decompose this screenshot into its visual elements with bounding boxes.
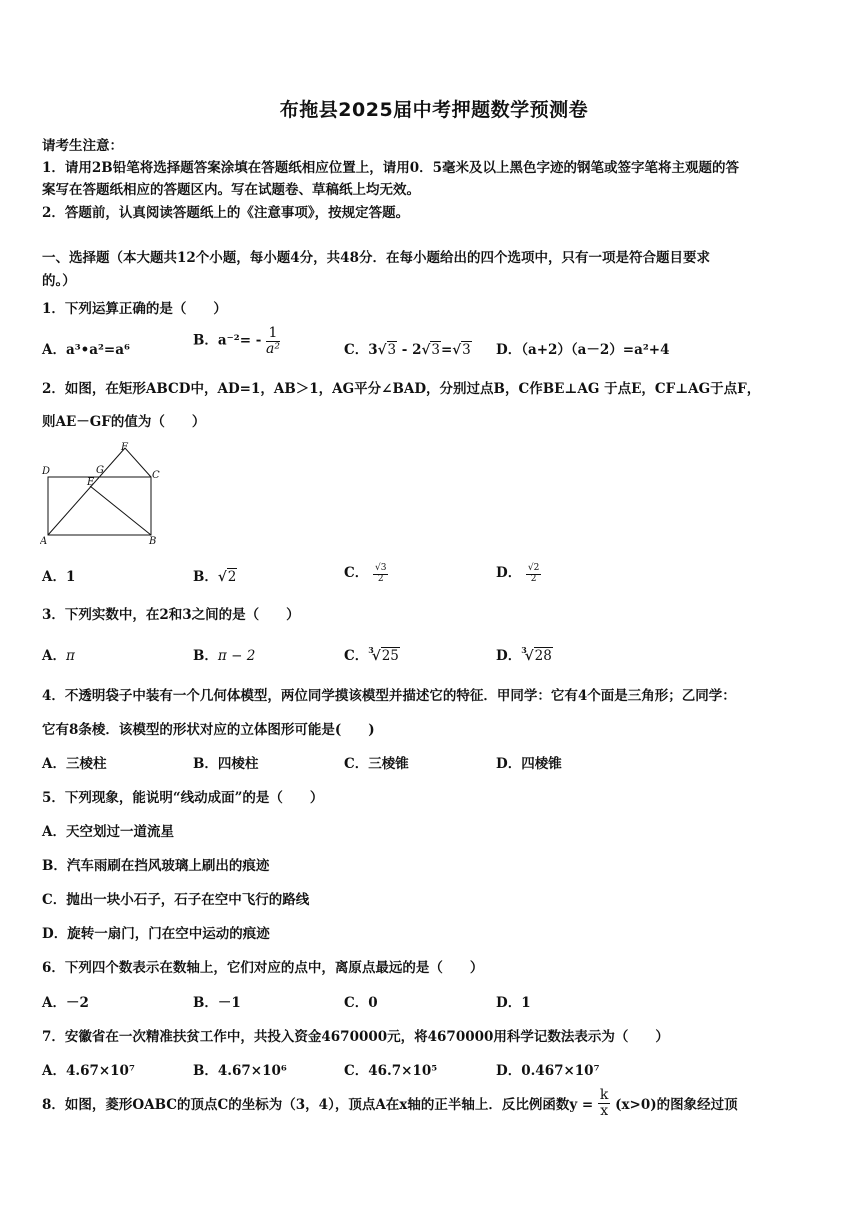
- q2-d-num: √2: [527, 562, 540, 573]
- q1-stem: 1．下列运算正确的是（ ）: [42, 301, 227, 317]
- label-a: A: [40, 536, 48, 545]
- q4-option-d[interactable]: D．四棱锥: [496, 756, 562, 772]
- q8-fraction: [598, 1088, 610, 1118]
- label-g: G: [96, 465, 104, 476]
- sqrt-sign-icon: √: [217, 569, 227, 585]
- q7-option-d[interactable]: D．0.467×10⁷: [496, 1063, 600, 1079]
- q2-stem-line2: 则AE－GF的值为（ ）: [42, 414, 206, 430]
- q1-b-prefix: B．a⁻²= -: [193, 332, 262, 349]
- q1-option-b[interactable]: [193, 326, 280, 356]
- sqrt-sign-icon: √: [377, 342, 387, 358]
- q4-stem-line1: 4．不透明袋子中装有一个几何体模型，两位同学摸该模型并描述它的特征．甲同学：它有4个面是三角形；乙同学：: [42, 688, 736, 704]
- q5-option-a[interactable]: A．天空划过一道流星: [42, 824, 174, 840]
- q3-option-b[interactable]: [193, 644, 255, 664]
- sqrt-sign-icon: √: [421, 342, 431, 358]
- q3-a-value: π: [65, 648, 75, 664]
- q7-option-b[interactable]: B．4.67×10⁶: [193, 1063, 287, 1079]
- q2-stem-line1: 2．如图，在矩形ABCD中，AD=1，AB＞1，AG平分∠BAD，分别过点B，C作BE⊥AG 于点E，CF⊥AG于点F，: [42, 381, 761, 397]
- rectangle-figure: [40, 440, 165, 545]
- q4-option-a[interactable]: A．三棱柱: [42, 756, 107, 772]
- q3-stem: 3．下列实数中，在2和3之间的是（ ）: [42, 607, 300, 623]
- rectangle-abcd: [48, 477, 151, 535]
- sqrt-sign-icon: √: [524, 648, 534, 664]
- q8-num: k: [599, 1087, 609, 1103]
- q2-option-b[interactable]: [193, 565, 237, 585]
- q4-stem-line2: 它有8条棱．该模型的形状对应的立体图形可能是( ): [42, 722, 375, 738]
- q3-d-index: 3: [521, 645, 527, 655]
- q1-option-d[interactable]: D．（a+2）（a－2）=a²+4: [496, 342, 670, 358]
- q2-option-a[interactable]: A．1: [42, 569, 76, 585]
- q5-stem: 5．下列现象，能说明“线动成面”的是（ ）: [42, 790, 324, 806]
- q3-d-rad: 28: [534, 648, 552, 664]
- q2-c-prefix: C．: [344, 565, 369, 581]
- sqrt-sign-icon: √: [371, 648, 381, 664]
- q8-stem-post: (x>0)的图象经过顶: [615, 1097, 738, 1113]
- line-be: [90, 486, 151, 535]
- q3-a-prefix: A．: [42, 648, 66, 664]
- q2-b-prefix: B．: [193, 569, 218, 585]
- q3-option-d[interactable]: [496, 644, 553, 664]
- q1-b-den: a²: [266, 341, 280, 357]
- section-heading-line1: 一、选择题（本大题共12个小题，每小题4分，共48分．在每小题给出的四个选项中，只有一项是符合题目要求: [42, 250, 710, 266]
- q1-c-rad3: 3: [462, 342, 471, 358]
- notice-heading: 请考生注意：: [42, 138, 123, 154]
- q1-c-rad1: 3: [387, 342, 397, 358]
- q3-b-prefix: B．: [193, 648, 218, 664]
- notice-item-1a: 1．请用2B铅笔将选择题答案涂填在答题纸相应位置上，请用0．5毫米及以上黑色字迹的钢笔或签字笔将主观题的答: [42, 160, 739, 176]
- q3-c-prefix: C．: [344, 648, 369, 664]
- label-c: C: [152, 470, 160, 481]
- q1-option-c[interactable]: [344, 338, 472, 358]
- q7-option-c[interactable]: C．46.7×10⁵: [344, 1063, 438, 1079]
- q2-d-den: 2: [530, 573, 537, 584]
- sqrt-sign-icon: √: [452, 342, 462, 358]
- label-f: F: [121, 442, 128, 453]
- label-d: D: [42, 466, 51, 477]
- notice-item-2: 2．答题前，认真阅读答题纸上的《注意事项》，按规定答题。: [42, 205, 410, 221]
- q8-stem-pre: 8．如图，菱形OABC的顶点C的坐标为（3，4），顶点A在x轴的正半轴上．反比例函数y =: [42, 1097, 594, 1113]
- q1-b-num: 1: [266, 326, 280, 342]
- label-e: E: [87, 477, 95, 488]
- q7-stem: 7．安徽省在一次精准扶贫工作中，共投入资金4670000元，将4670000用科学记数法表示为（ ）: [42, 1029, 669, 1045]
- q6-stem: 6．下列四个数表示在数轴上，它们对应的点中，离原点最远的是（ ）: [42, 960, 484, 976]
- page-title: 布拖县2025届中考押题数学预测卷: [279, 99, 589, 121]
- q2-c-num: √3: [374, 562, 387, 573]
- q6-option-d[interactable]: D．1: [496, 995, 531, 1011]
- q7-option-a[interactable]: A．4.67×10⁷: [42, 1063, 135, 1079]
- q2-d-fraction: [526, 564, 541, 584]
- q6-option-c[interactable]: C．0: [344, 995, 378, 1011]
- q5-option-c[interactable]: C．抛出一块小石子，石子在空中飞行的路线: [42, 892, 310, 908]
- q8-den: x: [600, 1103, 609, 1119]
- q2-option-c[interactable]: [344, 561, 388, 584]
- notice-item-1b: 案写在答题纸相应的答题区内。写在试题卷、草稿纸上均无效。: [42, 182, 420, 198]
- q3-option-a[interactable]: [42, 644, 75, 664]
- q1-c-prefix: C．3: [344, 342, 378, 358]
- q3-c-index: 3: [368, 645, 374, 655]
- q3-c-rad: 25: [381, 648, 399, 664]
- q4-option-c[interactable]: C．三棱锥: [344, 756, 409, 772]
- q2-c-fraction: [373, 564, 388, 584]
- q8-stem: [42, 1088, 738, 1118]
- line-ag: [48, 448, 125, 535]
- q6-option-b[interactable]: B．－1: [193, 995, 241, 1011]
- section-heading-line2: 的。）: [42, 273, 76, 289]
- q2-d-prefix: D．: [496, 565, 522, 581]
- q1-c-eq: =: [440, 342, 453, 358]
- q4-option-b[interactable]: B．四棱柱: [193, 756, 259, 772]
- q1-c-rad2: 3: [431, 342, 440, 358]
- q3-b-value: π − 2: [217, 648, 256, 664]
- q3-d-prefix: D．: [496, 648, 522, 664]
- q2-c-den: 2: [377, 573, 384, 584]
- q1-b-fraction: [266, 326, 280, 356]
- q5-option-d[interactable]: D．旋转一扇门，门在空中运动的痕迹: [42, 926, 270, 942]
- q1-option-a[interactable]: A．a³•a²=a⁶: [42, 342, 130, 358]
- label-b: B: [149, 536, 157, 545]
- q1-c-mid: - 2: [397, 342, 422, 358]
- q2-option-d[interactable]: [496, 561, 541, 584]
- q5-option-b[interactable]: B．汽车雨刷在挡风玻璃上刷出的痕迹: [42, 858, 270, 874]
- q6-option-a[interactable]: A．－2: [42, 995, 89, 1011]
- q2-b-rad: 2: [227, 569, 237, 585]
- q3-option-c[interactable]: [344, 644, 400, 664]
- line-cf: [125, 448, 151, 477]
